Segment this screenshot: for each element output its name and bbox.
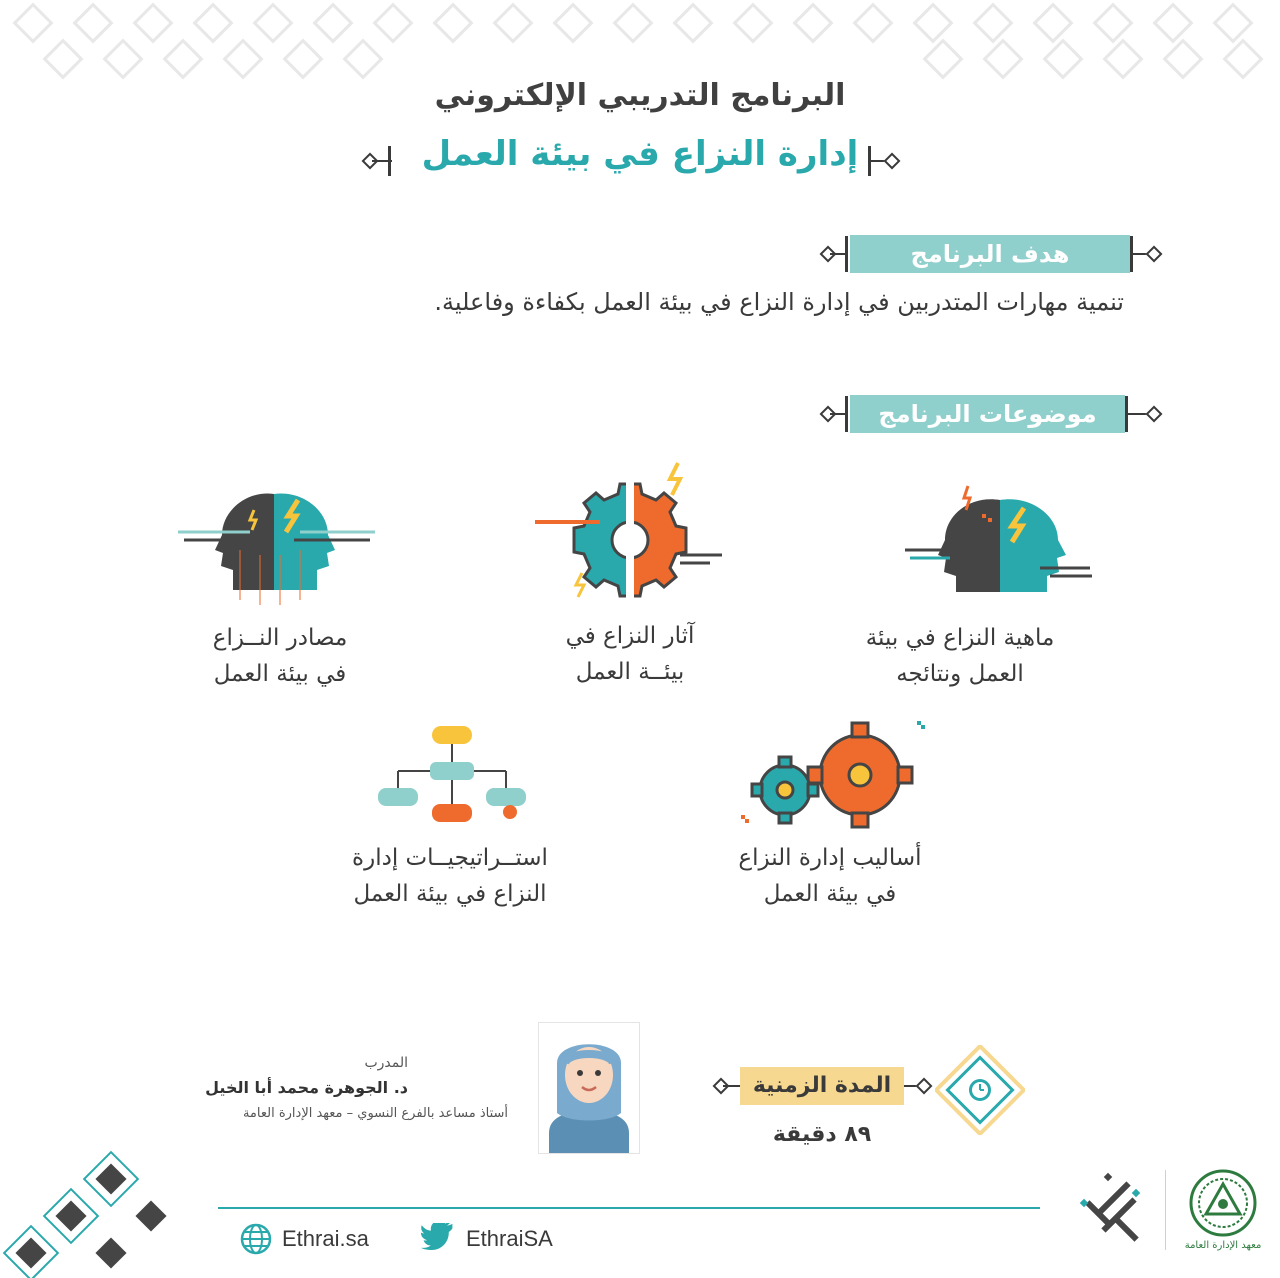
split-gear-icon — [530, 455, 730, 605]
trainer-role: المدرب — [364, 1055, 408, 1071]
topic-1-label — [840, 620, 1080, 692]
website-link[interactable]: Ethrai.sa — [282, 1226, 369, 1251]
twin-heads-icon — [900, 480, 1100, 610]
duration-deco-left-line — [723, 1085, 740, 1087]
twitter-handle-link[interactable]: EthraiSA — [466, 1226, 553, 1251]
topics-deco-right-diamond — [1146, 406, 1163, 423]
topics-label: موضوعات البرنامج — [850, 395, 1125, 433]
topic-3-label — [160, 620, 400, 692]
topic-2-label — [520, 618, 740, 690]
ethrai-logo — [1075, 1170, 1155, 1250]
program-type-heading: البرنامج التدريبي الإلكتروني — [434, 78, 846, 113]
topic-1-line2: العمل ونتائجه — [896, 661, 1024, 687]
topic-5-label — [330, 840, 570, 912]
topics-deco-left-bar — [845, 396, 848, 432]
topic-5-line2: النزاع في بيئة العمل — [353, 881, 547, 907]
globe-icon — [240, 1223, 272, 1255]
goal-deco-right-diamond — [1146, 246, 1163, 263]
clashing-heads-icon — [170, 480, 380, 610]
goal-deco-left-bar — [845, 236, 848, 272]
trainer-name: د. الجوهرة محمد أبا الخيل — [205, 1078, 408, 1097]
topic-1-line1: ماهية النزاع في بيئة — [865, 625, 1055, 651]
topic-3-line2: في بيئة العمل — [213, 661, 347, 687]
twitter-bird-icon — [420, 1223, 456, 1253]
topic-3-line1: مصادر النــزاع — [212, 625, 348, 651]
logo-divider — [1165, 1170, 1166, 1250]
clock-icon — [935, 1045, 1025, 1135]
duration-value: ٨٩ دقيقة — [772, 1122, 872, 1147]
goal-description: تنمية مهارات المتدربين في إدارة النزاع في بيئة العمل بكفاءة وفاعلية. — [434, 288, 1124, 316]
gears-icon — [735, 715, 945, 845]
topic-2-line2: بيئــة العمل — [575, 659, 685, 685]
topic-4-line1: أساليب إدارة النزاع — [738, 845, 922, 871]
trainer-avatar — [538, 1022, 640, 1154]
flowchart-icon — [370, 720, 550, 830]
duration-deco-right-diamond — [916, 1078, 933, 1095]
topic-4-label — [720, 840, 940, 912]
institute-logo — [1188, 1168, 1258, 1238]
duration-label: المدة الزمنية — [740, 1067, 904, 1105]
top-pattern-decoration — [0, 0, 1280, 90]
trainer-title: أستاذ مساعد بالفرع النسوي – معهد الإدارة العامة — [242, 1106, 508, 1121]
institute-caption: معهد الإدارة العامة — [1184, 1240, 1262, 1251]
topic-5-line1: استــراتيجيــات إدارة — [352, 845, 548, 871]
bottom-left-pattern-decoration — [0, 1150, 210, 1278]
goal-label: هدف البرنامج — [850, 235, 1130, 273]
footer-divider — [218, 1207, 1040, 1209]
topic-2-line1: آثار النزاع في — [565, 623, 695, 649]
topic-4-line2: في بيئة العمل — [763, 881, 897, 907]
program-title: إدارة النزاع في بيئة العمل — [421, 134, 859, 174]
